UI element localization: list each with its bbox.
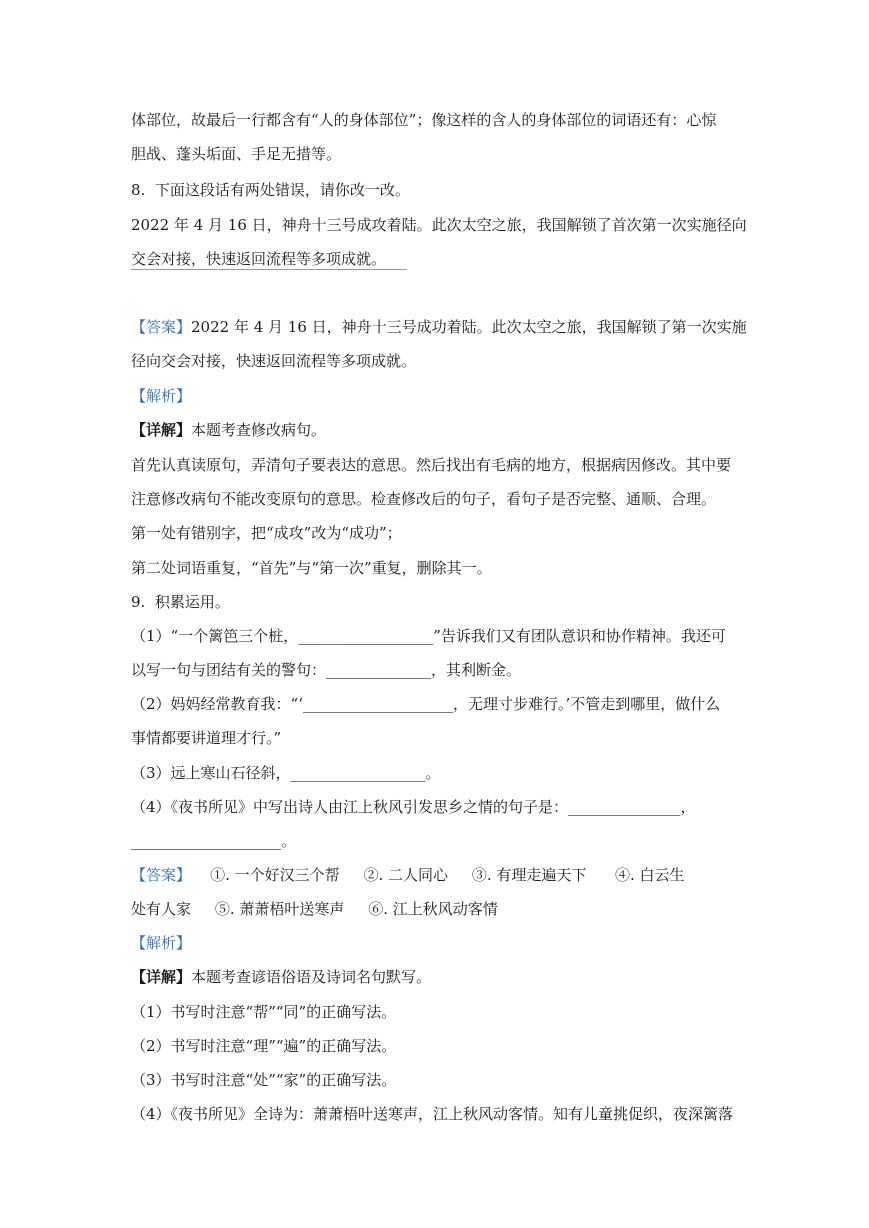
answer-text: ①. 一个好汉三个帮 ②. 二人同心 ③. 有理走遍天下 ④. 白云生 (191, 866, 685, 884)
question-9-item: （4）《夜书所见》中写出诗人由江上秋风引发思乡之情的句子是：_______________， (131, 798, 696, 816)
text-line: （4）《夜书所见》全诗为：萧萧梧叶送寒声，江上秋风动客情。知有儿童挑促织，夜深篱落 (131, 1105, 734, 1123)
detail-line (131, 967, 431, 987)
question-9-item: （2）妈妈经常教育我：“‘____________________，无理寸步难行。’不管走到哪里，做什么 (131, 695, 721, 713)
answer-8-line: 径向交会对接，快速返回流程等多项成就。 (131, 352, 417, 370)
detail-text: 本题考查修改病句。 (191, 421, 327, 439)
text-line: （3）书写时注意“处”“家”的正确写法。 (131, 1071, 397, 1089)
text-line: 第二处词语重复，“首先”与“第一次”重复，删除其一。 (131, 559, 492, 577)
answer-tag: 【答案】 (131, 318, 192, 336)
text-line: 第一处有错别字，把“成攻”改为“成功”； (131, 524, 402, 542)
answer-9-line (131, 865, 685, 885)
answer-8-line (131, 317, 747, 337)
answer-tag: 【答案】 (131, 866, 192, 884)
text-line: 首先认真读原句，弄清句子要表达的意思。然后找出有毛病的地方，根据病因修改。其中要 (131, 456, 732, 474)
question-8-title: 8. 下面这段话有两处错误，请你改一改。 (131, 181, 410, 199)
text-line: （2）书写时注意“理”“遍”的正确写法。 (131, 1037, 397, 1055)
question-9-item: 以写一句与团结有关的警句：______________，其利断金。 (131, 661, 522, 679)
question-8-body: 2022 年 4 月 16 日，神舟十三号成攻着陆。此次太空之旅，我国解锁了首次第一次实施径向 (131, 216, 747, 234)
question-9-title: 9. 积累运用。 (131, 593, 230, 611)
analysis-tag: 【解析】 (131, 387, 192, 405)
detail-tag: 【详解】 (131, 421, 192, 439)
question-8-body: 交会对接，快速返回流程等多项成就。 (131, 250, 387, 268)
answer-9-line: 处有人家 ⑤. 萧萧梧叶送寒声 ⑥. 江上秋风动客情 (131, 900, 498, 918)
detail-line (131, 420, 326, 440)
analysis-tag: 【解析】 (131, 934, 192, 952)
text-line: 胆战、蓬头垢面、手足无措等。 (131, 145, 342, 163)
answer-text: 2022 年 4 月 16 日，神舟十三号成功着陆。此次太空之旅，我国解锁了第一次实施 (191, 318, 747, 336)
answer-blank-line (131, 269, 407, 270)
text-line: 注意修改病句不能改变原句的意思。检查修改后的句子，看句子是否完整、通顺、合理。 (131, 490, 717, 508)
question-9-item: （3）远上寒山石径斜，__________________。 (131, 764, 441, 782)
question-9-item: 事情都要讲道理才行。” (131, 729, 282, 747)
question-9-item: （1）“一个篱笆三个桩，__________________”告诉我们又有团队意识和协作精神。我还可 (131, 627, 726, 645)
question-9-item: ____________________。 (131, 832, 297, 850)
detail-text: 本题考查谚语俗语及诗词名句默写。 (191, 968, 432, 986)
text-line: （1）书写时注意“帮”“同”的正确写法。 (131, 1003, 397, 1021)
text-line: 体部位，故最后一行都含有“人的身体部位”；像这样的含人的身体部位的词语还有：心惊 (131, 111, 717, 129)
detail-tag: 【详解】 (131, 968, 192, 986)
